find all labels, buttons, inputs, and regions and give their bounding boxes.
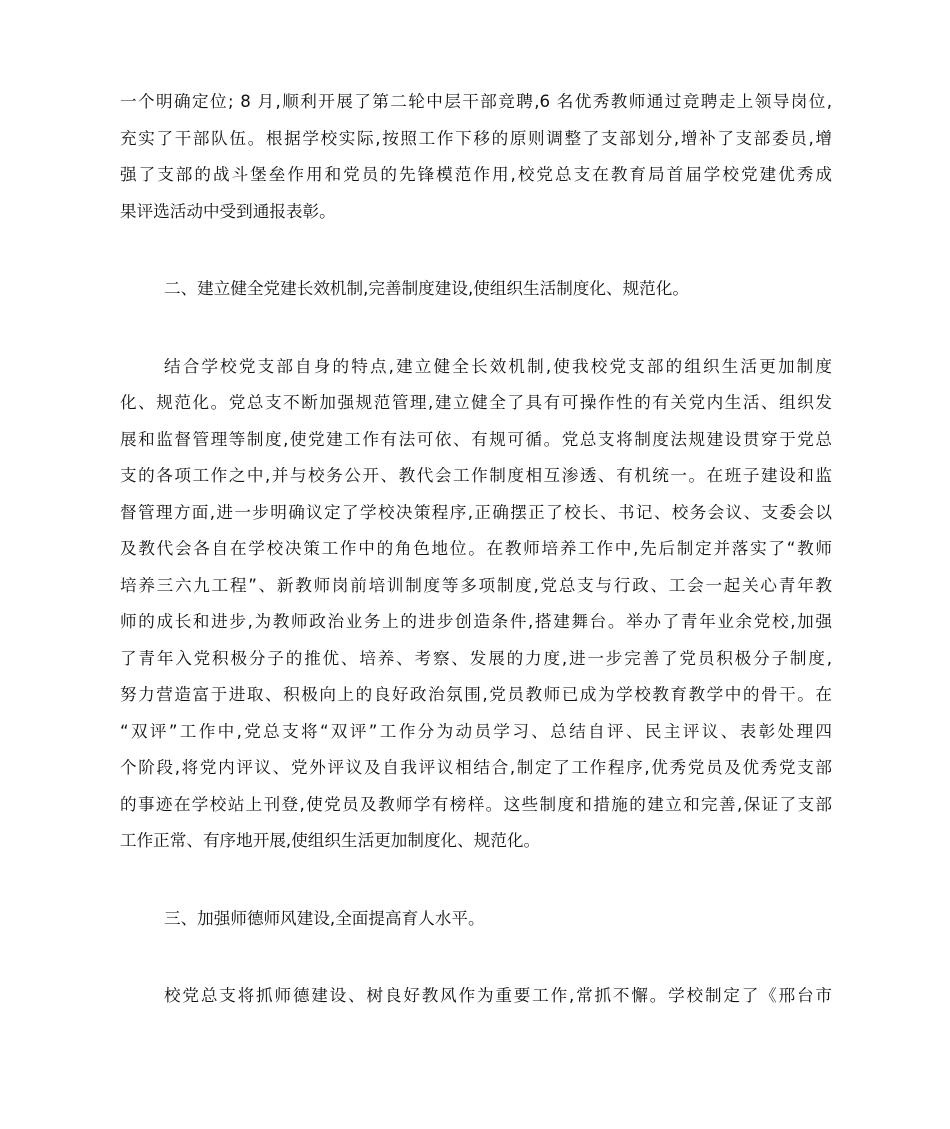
text-line: 一个明确定位; 8 月,顺利开展了第二轮中层干部竞聘,6 名优秀教师通过竞聘走上领导岗位, [120,92,832,111]
section-heading-2 [120,271,832,308]
paragraph-2 [120,349,832,860]
text-line: 结合学校党支部自身的特点,建立健全长效机制,使我校党支部的组织生活更加制度 [164,356,832,376]
text-line: 个阶段,将党内评议、党外评议及自我评议相结合,制定了工作程序,优秀党员及优秀党支部 [120,758,832,777]
text-line: 的事迹在学校站上刊登,使党员及教师学有榜样。这些制度和措施的建立和完善,保证了支部 [120,794,832,814]
text-line: 果评选活动中受到通报表彰。 [120,201,336,221]
heading-line: 二、建立健全党建长效机制,完善制度建设,使组织生活制度化、规范化。 [164,279,689,298]
text-line: “双评”工作中,党总支将“双评”工作分为动员学习、总结自评、民主评议、表彰处理四 [120,721,832,741]
text-line: 化、规范化。党总支不断加强规范管理,建立健全了具有可操作性的有关党内生活、组织发 [120,393,832,412]
text-line: 努力营造富于进取、积极向上的良好政治氛围,党员教师已成为学校教育教学中的骨干。在 [120,685,832,704]
text-line: 及教代会各自在学校决策工作中的角色地位。在教师培养工作中,先后制定并落实了“教师 [120,539,832,558]
paragraph-gap [120,937,832,978]
heading-line: 三、加强师德师风建设,全面提高育人水平。 [164,908,485,928]
text-line: 了青年入党积极分子的推优、培养、考察、发展的力度,进一步完善了党员积极分子制度, [120,648,832,668]
text-line: 培养三六九工程”、新教师岗前培训制度等多项制度,党总支与行政、工会一起关心青年教 [120,575,832,595]
section-heading-3 [120,901,832,938]
paragraph-gap [120,860,832,901]
paragraph-1 [120,84,832,230]
text-line: 强了支部的战斗堡垒作用和党员的先锋模范作用,校党总支在教育局首届学校党建优秀成 [120,165,832,184]
text-line: 校党总支将抓师德建设、树良好教风作为重要工作,常抓不懈。学校制定了《邢台市 [164,986,832,1005]
text-line: 充实了干部队伍。根据学校实际,按照工作下移的原则调整了支部划分,增补了支部委员,增 [120,128,832,148]
paragraph-gap [120,308,832,349]
paragraph-3 [120,978,832,1015]
paragraph-gap [120,230,832,271]
text-line: 支的各项工作之中,并与校务公开、教代会工作制度相互渗透、有机统一。在班子建设和监 [120,466,832,485]
text-line: 督管理方面,进一步明确议定了学校决策程序,正确摆正了校长、书记、校务会议、支委会以 [120,502,832,522]
text-line: 工作正常、有序地开展,使组织生活更加制度化、规范化。 [120,831,541,850]
document-page [120,84,832,1015]
text-line: 师的成长和进步,为教师政治业务上的进步创造条件,搭建舞台。举办了青年业余党校,加强 [120,612,832,631]
text-line: 展和监督管理等制度,使党建工作有法可依、有规可循。党总支将制度法规建设贯穿于党总 [120,429,832,449]
